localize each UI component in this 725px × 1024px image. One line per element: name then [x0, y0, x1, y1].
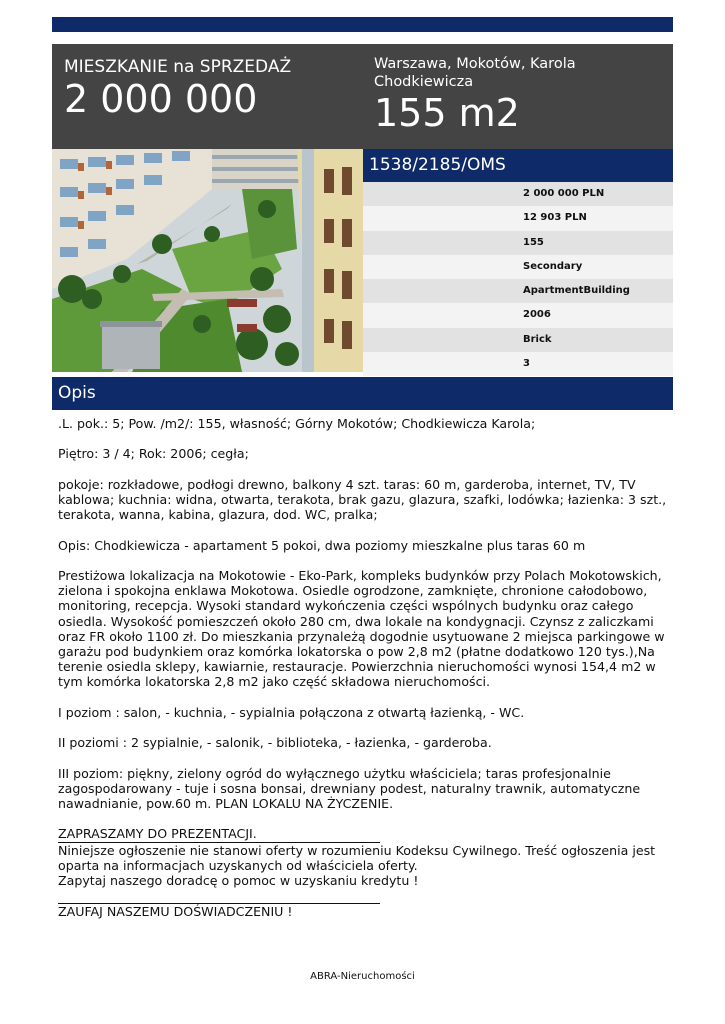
detail-floor: 3 [523, 358, 530, 370]
description-paragraph: III poziom: piękny, zielony ogród do wyłącznego użytku właściciela; taras profesjonalnie zagospodarowany - tuje i sosna bonsai, drewniany podest, naturalny trawnik, automatyczne nawadnianie, pow.60 m. PLAN LOKALU NA ŻYCZENIE. [58, 765, 641, 811]
location-block [374, 55, 664, 134]
detail-price-per-m2: 12 903 PLN [523, 212, 587, 224]
detail-area: 155 [523, 236, 544, 248]
detail-year: 2006 [523, 309, 551, 321]
footer-agency: ABRA-Nieruchomości [310, 971, 415, 982]
detail-row [363, 206, 673, 230]
description-paragraph: Opis: Chodkiewicza - apartament 5 pokoi, dwa poziomy mieszkalne plus taras 60 m [58, 537, 586, 553]
listing-type: MIESZKANIE na SPRZEDAŻ [64, 57, 292, 77]
property-photo [52, 149, 363, 372]
detail-row [363, 182, 673, 206]
listing-price: 2 000 000 [64, 77, 258, 121]
disclaimer-text: Niniejsze ogłoszenie nie stanowi oferty w rozumieniu Kodeksu Cywilnego. Treść ogłoszenia jest oparta na informacjach uzyskanych od właściciela oferty. [58, 842, 656, 873]
top-accent-bar [52, 17, 673, 32]
credit-help-text: Zapytaj naszego doradcę o pomoc w uzyskaniu kredytu ! [58, 872, 419, 888]
details-table [363, 182, 673, 376]
detail-row [363, 255, 673, 279]
description-paragraph: Prestiżowa lokalizacja na Mokotowie - Eko-Park, kompleks budynków przy Polach Mokotowskich, zielona i spokojna enklawa Mokotowa. Osiedle ogrodzone, zamknięte, chronione całodobowo, monitoring, recepcja. Wysoki standard wykończenia części wspólnych budynku oraz całego osiedla. Wysokość pomieszczeń około 280 cm, dwa lokale na kondygnacji. Czynsz z zaliczkami oraz FR około 1100 zł. Do mieszkania przynależą dogodnie usytuowane 2 miejsca parkingowe w garażu pod budynkiem oraz komórka lokatorska o pow 2,8 m2 (płatne dodatkowo 120 tys.),Na terenie osiedla sklepy, kawiarnie, restauracje. Powierzchnia nieruchomości wynosi 154,4 m2 w tym komórka lokatorska 2,8 m2 jako część składowa nieruchomości. [58, 567, 665, 690]
detail-material: Brick [523, 333, 552, 345]
listing-area: 155 m2 [374, 91, 520, 135]
description-paragraph: pokoje: rozkładowe, podłogi drewno, balkony 4 szt. taras: 60 m, garderoba, internet, TV, TV kablowa; kuchnia: widna, otwarta, terakota, brak gazu, glazura, szafki, lodówka; łazienka: 3 szt., terakota, wanna, kabina, glazura, dod. WC, pralka; [58, 476, 667, 523]
listing-location: Warszawa, Mokotów, Karola Chodkiewicza [374, 56, 576, 90]
detail-row [363, 328, 673, 352]
description-paragraph: Piętro: 3 / 4; Rok: 2006; cegła; [58, 446, 249, 462]
listing-reference: 1538/2185/OMS [363, 149, 673, 182]
detail-building-type: ApartmentBuilding [523, 285, 630, 297]
detail-row [363, 303, 673, 327]
description-paragraph: ZAPRASZAMY DO PREZENTACJI. [58, 826, 257, 842]
detail-row [363, 352, 673, 376]
description-paragraph: II poziomi : 2 sypialnie, - salonik, - biblioteka, - łazienka, - garderoba. [58, 735, 492, 751]
description-body [58, 416, 670, 919]
listing-header [52, 44, 673, 149]
detail-market: Secondary [523, 260, 583, 272]
detail-row [363, 231, 673, 255]
price-block [64, 56, 354, 120]
description-paragraph: I poziom : salon, - kuchnia, - sypialnia połączona z otwartą łazienką, - WC. [58, 704, 525, 720]
closing-slogan: ZAUFAJ NASZEMU DOŚWIADCZENIU ! [58, 904, 293, 920]
description-paragraph: .L. pok.: 5; Pow. /m2/: 155, własność; Górny Mokotów; Chodkiewicza Karola; [58, 416, 536, 431]
detail-price: 2 000 000 PLN [523, 188, 605, 199]
description-heading: Opis [52, 377, 673, 410]
detail-row [363, 279, 673, 303]
